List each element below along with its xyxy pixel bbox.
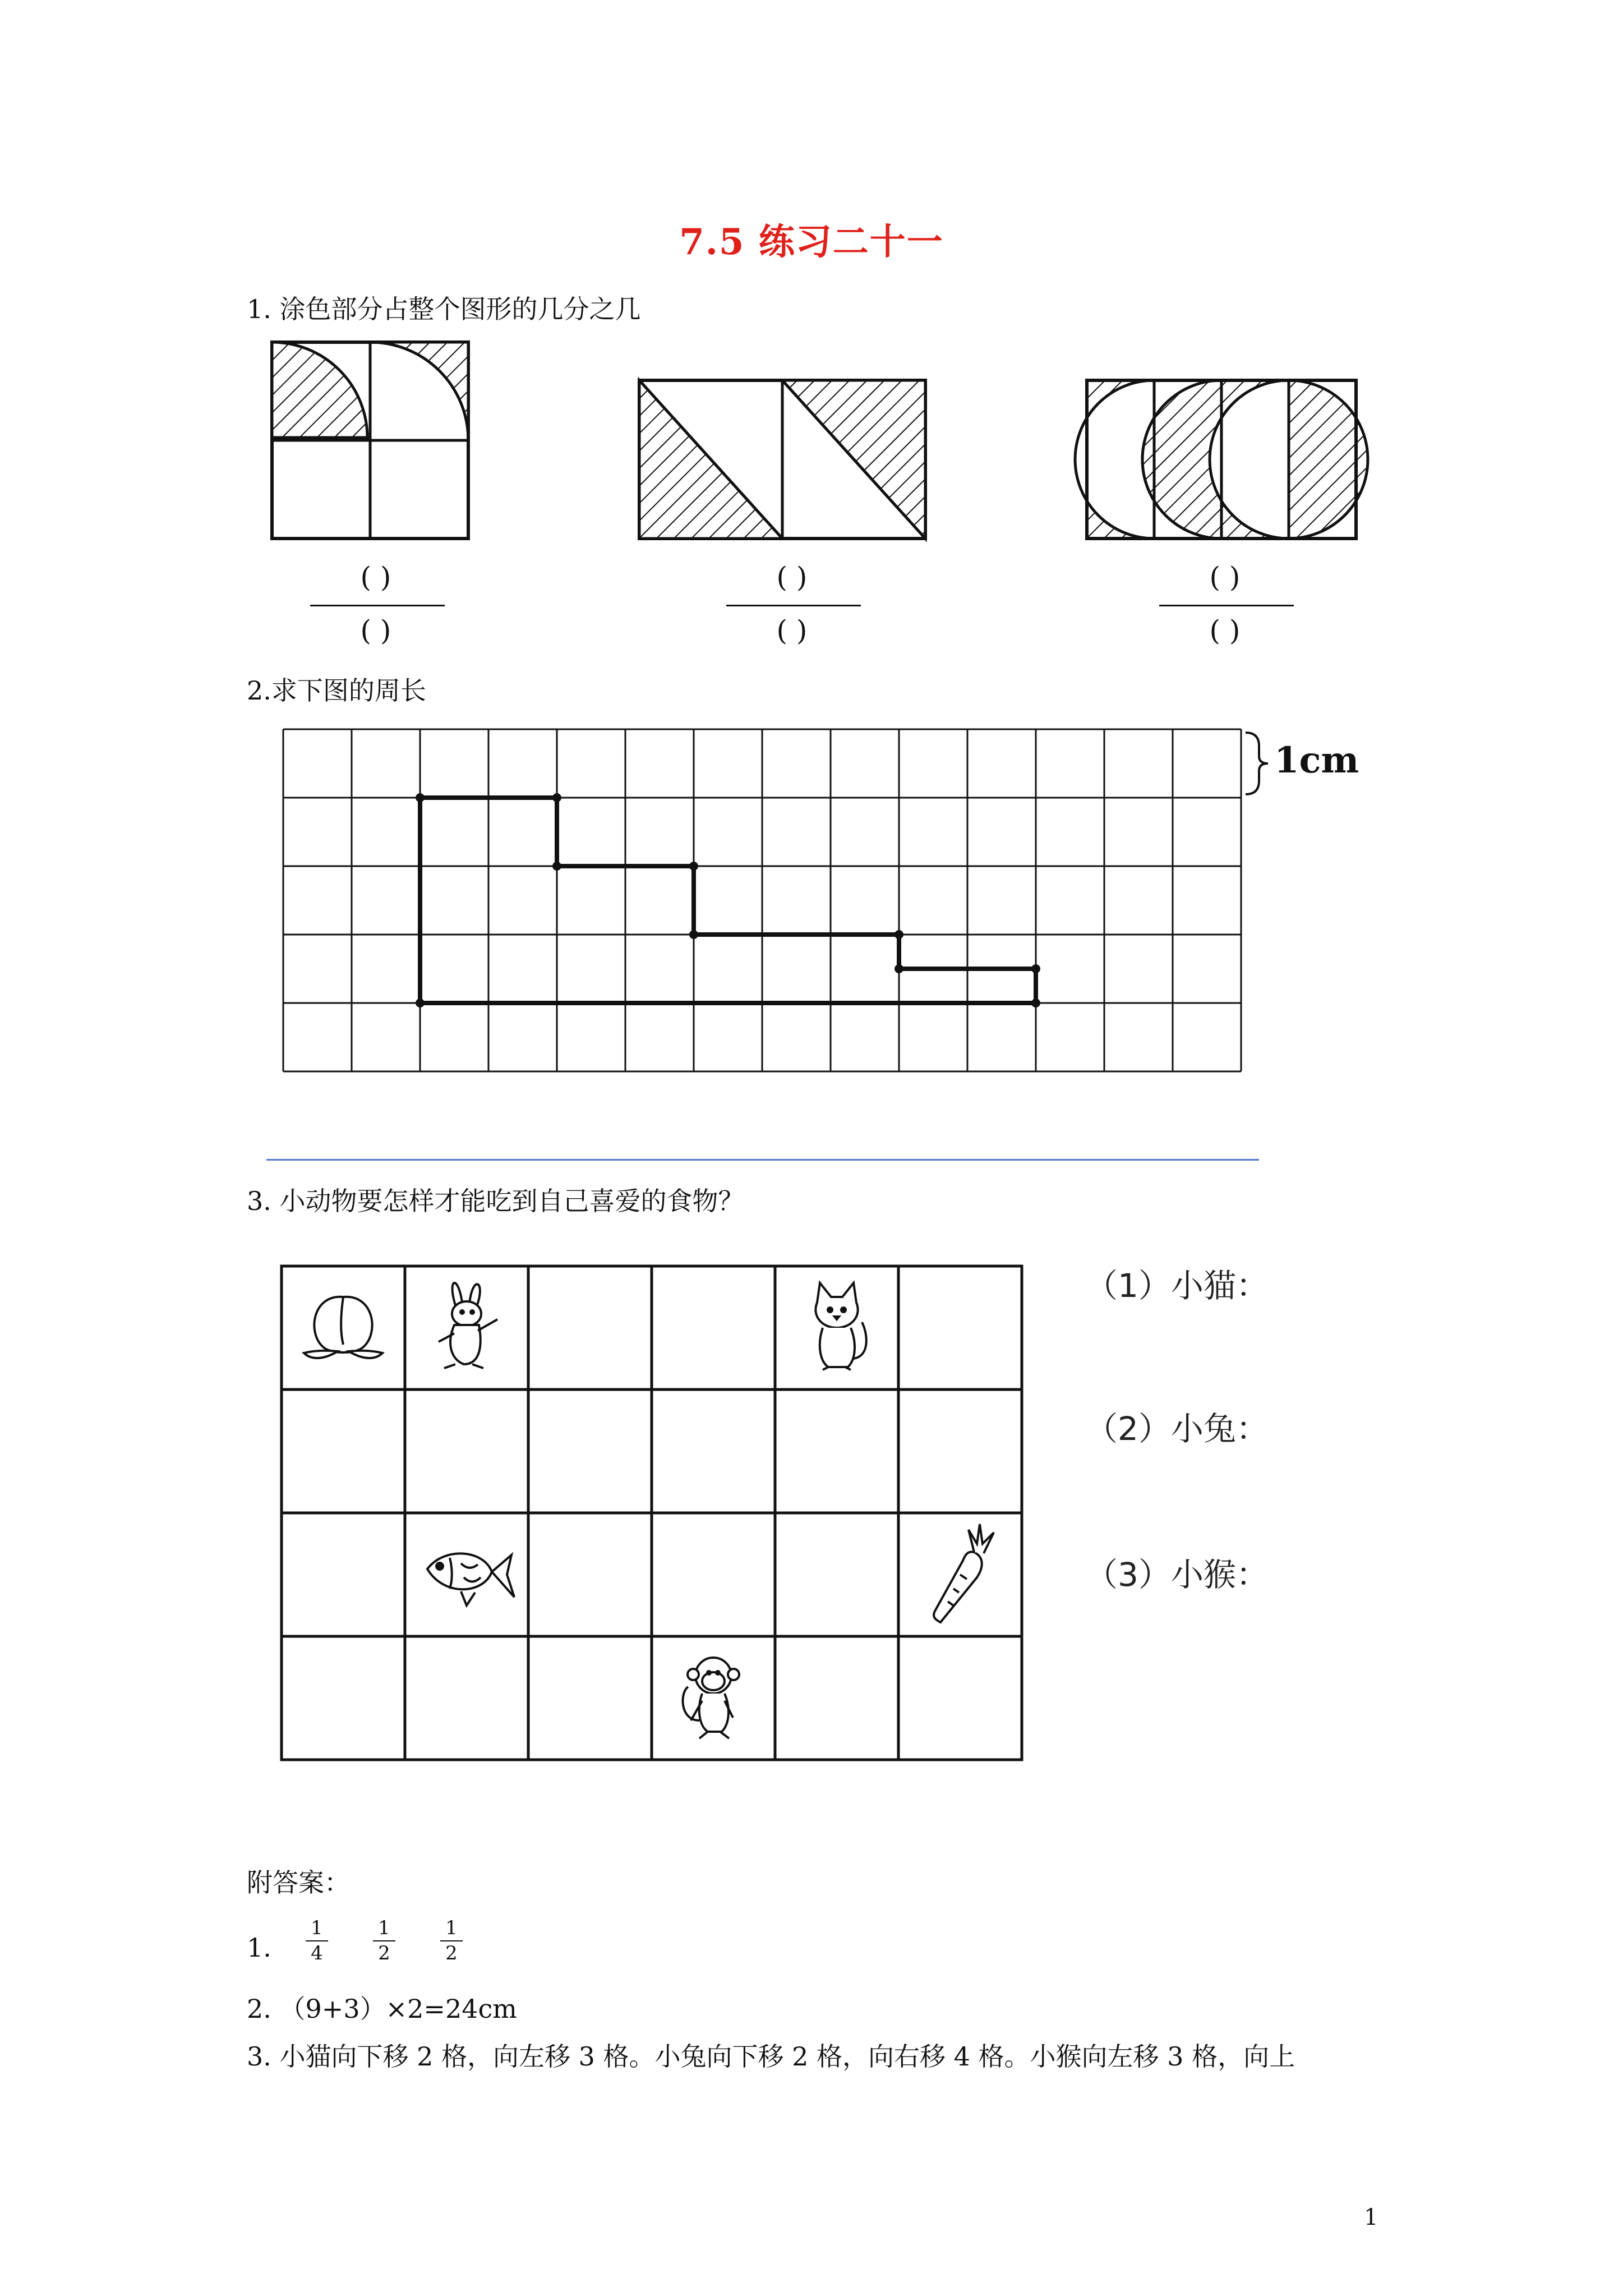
answer-1-fraction-3 <box>440 1917 463 1964</box>
monkey-icon <box>683 1658 739 1738</box>
carrot-icon <box>934 1524 994 1622</box>
answer-1-fraction-1 <box>306 1917 328 1964</box>
animal-grid <box>280 1265 1026 1764</box>
fraction-denominator: 4 <box>311 1942 323 1965</box>
rabbit-answer-label: （2）小兔： <box>1085 1410 1269 1448</box>
rabbit-icon <box>439 1283 497 1368</box>
cat-answer-label: （1）小猫： <box>1085 1267 1269 1305</box>
page-title: 7.5 练习二十一 <box>679 221 944 263</box>
cat-icon <box>815 1283 866 1370</box>
figure-2-triangles <box>639 380 925 539</box>
fraction-3-numerator-blank[interactable]: ( ) <box>1209 561 1241 593</box>
page-number: 1 <box>1364 2205 1378 2230</box>
answer-2-text: 2. （9+3）×2=24cm <box>247 1994 517 2024</box>
fraction-2-numerator-blank[interactable]: ( ) <box>776 561 808 593</box>
fraction-2-denominator-blank[interactable]: ( ) <box>776 614 808 647</box>
question-1-label: 1. 涂色部分占整个图形的几分之几 <box>247 294 641 324</box>
figure-1-quarter-circles <box>272 342 468 539</box>
question-3-label: 3. 小动物要怎样才能吃到自己喜爱的食物？ <box>247 1186 744 1216</box>
answer-1-fraction-2 <box>373 1917 395 1964</box>
fraction-3-bar <box>1159 605 1294 606</box>
answer-1-number: 1. <box>247 1932 271 1963</box>
unit-label-1cm: 1cm <box>1274 739 1359 781</box>
fraction-1-numerator-blank[interactable]: ( ) <box>360 561 391 593</box>
divider-line <box>266 1159 1259 1161</box>
perimeter-shape <box>420 798 1036 1003</box>
peach-icon <box>304 1297 382 1358</box>
answer-3-text: 3. 小猫向下移 2 格，向左移 3 格。小兔向下移 2 格，向右移 4 格。小猴向左移 3 格，向上 <box>247 2041 1295 2072</box>
fraction-numerator: 1 <box>311 1917 323 1939</box>
fraction-2-bar <box>726 605 861 606</box>
figure-3-semicircles <box>1087 380 1356 539</box>
fraction-1-bar <box>310 605 445 606</box>
fish-icon <box>427 1553 514 1605</box>
fraction-1-denominator-blank[interactable]: ( ) <box>360 614 391 647</box>
answer-key-heading: 附答案： <box>247 1867 350 1898</box>
fraction-denominator: 2 <box>445 1942 458 1965</box>
fraction-denominator: 2 <box>378 1942 390 1965</box>
perimeter-grid <box>283 729 1248 1077</box>
monkey-answer-label: （3）小猴： <box>1085 1556 1269 1594</box>
fraction-3-denominator-blank[interactable]: ( ) <box>1209 614 1241 647</box>
fraction-numerator: 1 <box>445 1917 458 1939</box>
question-2-label: 2.求下图的周长 <box>247 675 426 706</box>
fraction-numerator: 1 <box>378 1917 390 1939</box>
